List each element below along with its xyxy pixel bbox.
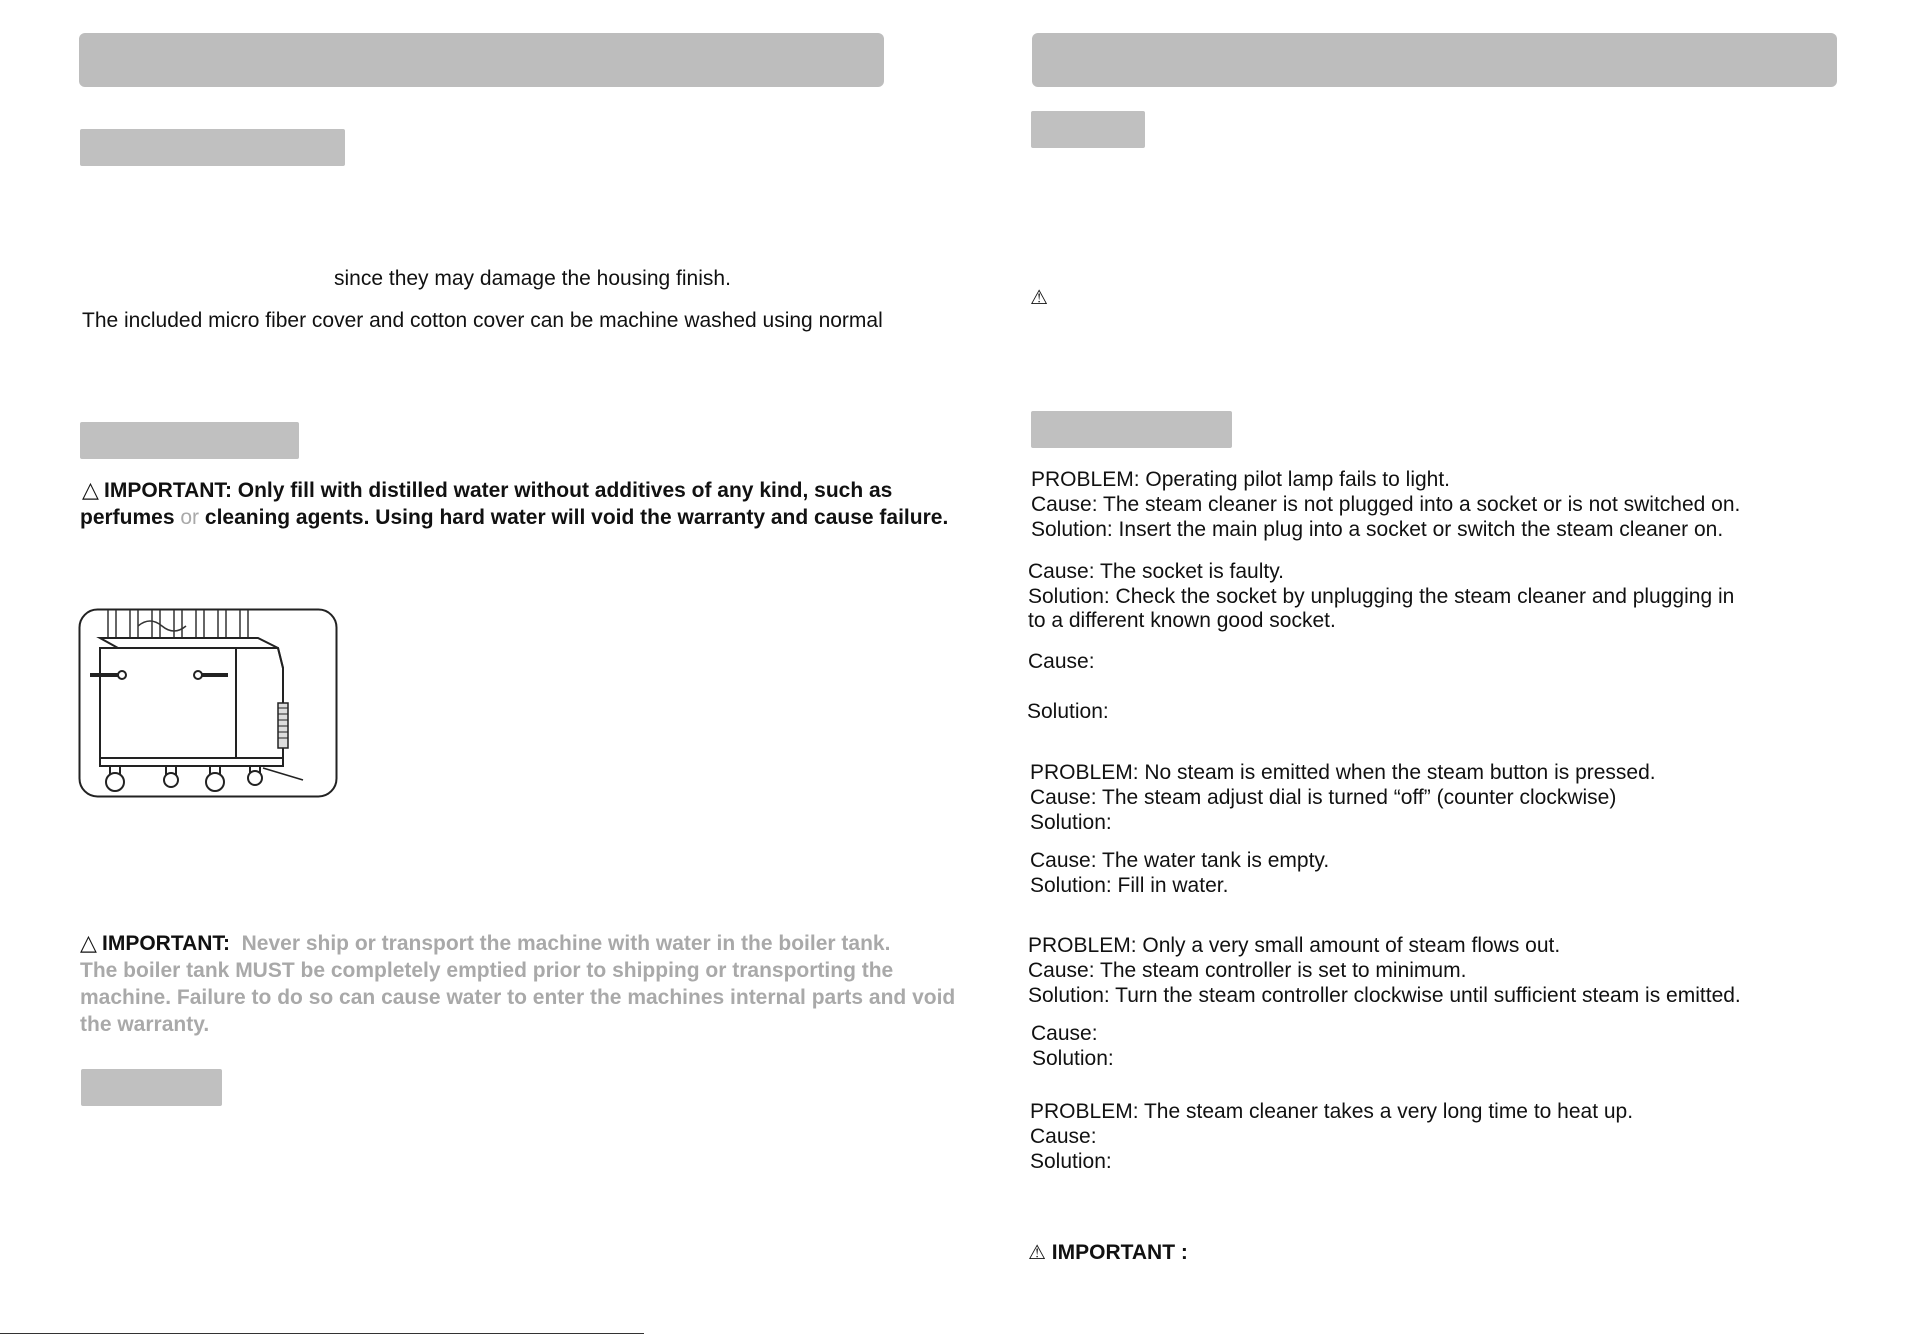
p4-solution: Solution: xyxy=(1030,1150,1112,1173)
warning-icon: ⚠ xyxy=(1028,1242,1046,1264)
important-fill-text2: cleaning agents. Using hard water will void the warranty and cause failure. xyxy=(204,506,949,529)
important-label: IMPORTANT xyxy=(102,932,223,955)
p2-cause2: Cause: The water tank is empty. xyxy=(1030,849,1330,872)
important-transport-line1: △ IMPORTANT: Never ship or transport the machine with water in the boiler tank. xyxy=(80,930,891,955)
p1-solution2-line2: to a different known good socket. xyxy=(1028,609,1336,632)
important-transport-text1: Never ship or transport the machine with water in the boiler tank. xyxy=(241,932,891,955)
p2-problem: PROBLEM: No steam is emitted when the steam button is pressed. xyxy=(1030,761,1656,784)
right-section-tag-tips xyxy=(1031,111,1145,148)
important-transport-line3: machine. Failure to do so can cause water to enter the machines internal parts and void xyxy=(80,986,956,1009)
p3-cause1: Cause: The steam controller is set to minimum. xyxy=(1028,959,1467,982)
p4-cause: Cause: xyxy=(1030,1125,1097,1148)
cleaning-text: since they may damage the housing finish. xyxy=(334,267,731,290)
p1-solution2-line1: Solution: Check the socket by unplugging the steam cleaner and plugging in xyxy=(1028,585,1735,608)
right-important xyxy=(1028,1240,1188,1266)
warning-triangle-icon: △ xyxy=(82,477,99,502)
left-section-tag-storage xyxy=(81,1069,222,1106)
p1-solution1: Solution: Insert the main plug into a socket or switch the steam cleaner on. xyxy=(1031,518,1724,541)
p2-cause1: Cause: The steam adjust dial is turned “off” (counter clockwise) xyxy=(1030,786,1617,809)
right-important-label: IMPORTANT : xyxy=(1051,1241,1188,1264)
right-warning-icon-1: ⚠ xyxy=(1030,287,1048,309)
p2-solution1: Solution: xyxy=(1030,811,1112,834)
important-fill-or: or xyxy=(180,506,200,529)
warning-triangle-icon: △ xyxy=(80,930,97,955)
important-fill-perfumes: perfumes xyxy=(80,506,175,529)
p1-cause3: Cause: xyxy=(1028,650,1095,673)
important-fill-line1: △ IMPORTANT: Only fill with distilled water without additives of any kind, such as xyxy=(82,477,893,502)
left-section-tag-filling xyxy=(80,422,299,459)
p3-solution1: Solution: Turn the steam controller clockwise until sufficient steam is emitted. xyxy=(1028,984,1741,1007)
p1-cause1: Cause: The steam cleaner is not plugged into a socket or is not switched on. xyxy=(1031,493,1741,516)
p3-solution2: Solution: xyxy=(1032,1047,1114,1070)
important-transport-line2: The boiler tank MUST be completely emptied prior to shipping or transporting the xyxy=(80,959,894,982)
covers-text: The included micro fiber cover and cotton cover can be machine washed using normal xyxy=(82,309,883,332)
right-section-tag-troubleshooting xyxy=(1031,411,1232,448)
important-transport-line4: the warranty. xyxy=(80,1013,210,1036)
important-fill-line2 xyxy=(80,505,948,530)
steam-cleaner-illustration xyxy=(78,608,338,798)
important-label: IMPORTANT xyxy=(104,479,225,502)
p1-solution3: Solution: xyxy=(1027,700,1109,723)
right-page-header-bar xyxy=(1032,33,1837,87)
p1-cause2: Cause: The socket is faulty. xyxy=(1028,560,1285,583)
left-page-header-bar xyxy=(79,33,884,87)
p1-problem: PROBLEM: Operating pilot lamp fails to light. xyxy=(1031,468,1451,491)
p2-solution2: Solution: Fill in water. xyxy=(1030,874,1229,897)
p3-cause2: Cause: xyxy=(1031,1022,1098,1045)
p4-problem: PROBLEM: The steam cleaner takes a very long time to heat up. xyxy=(1030,1100,1634,1123)
left-section-tag-cleaning xyxy=(80,129,345,166)
important-fill-text1: Only fill with distilled water without additives of any kind, such as xyxy=(237,479,893,502)
p3-problem: PROBLEM: Only a very small amount of steam flows out. xyxy=(1028,934,1561,957)
